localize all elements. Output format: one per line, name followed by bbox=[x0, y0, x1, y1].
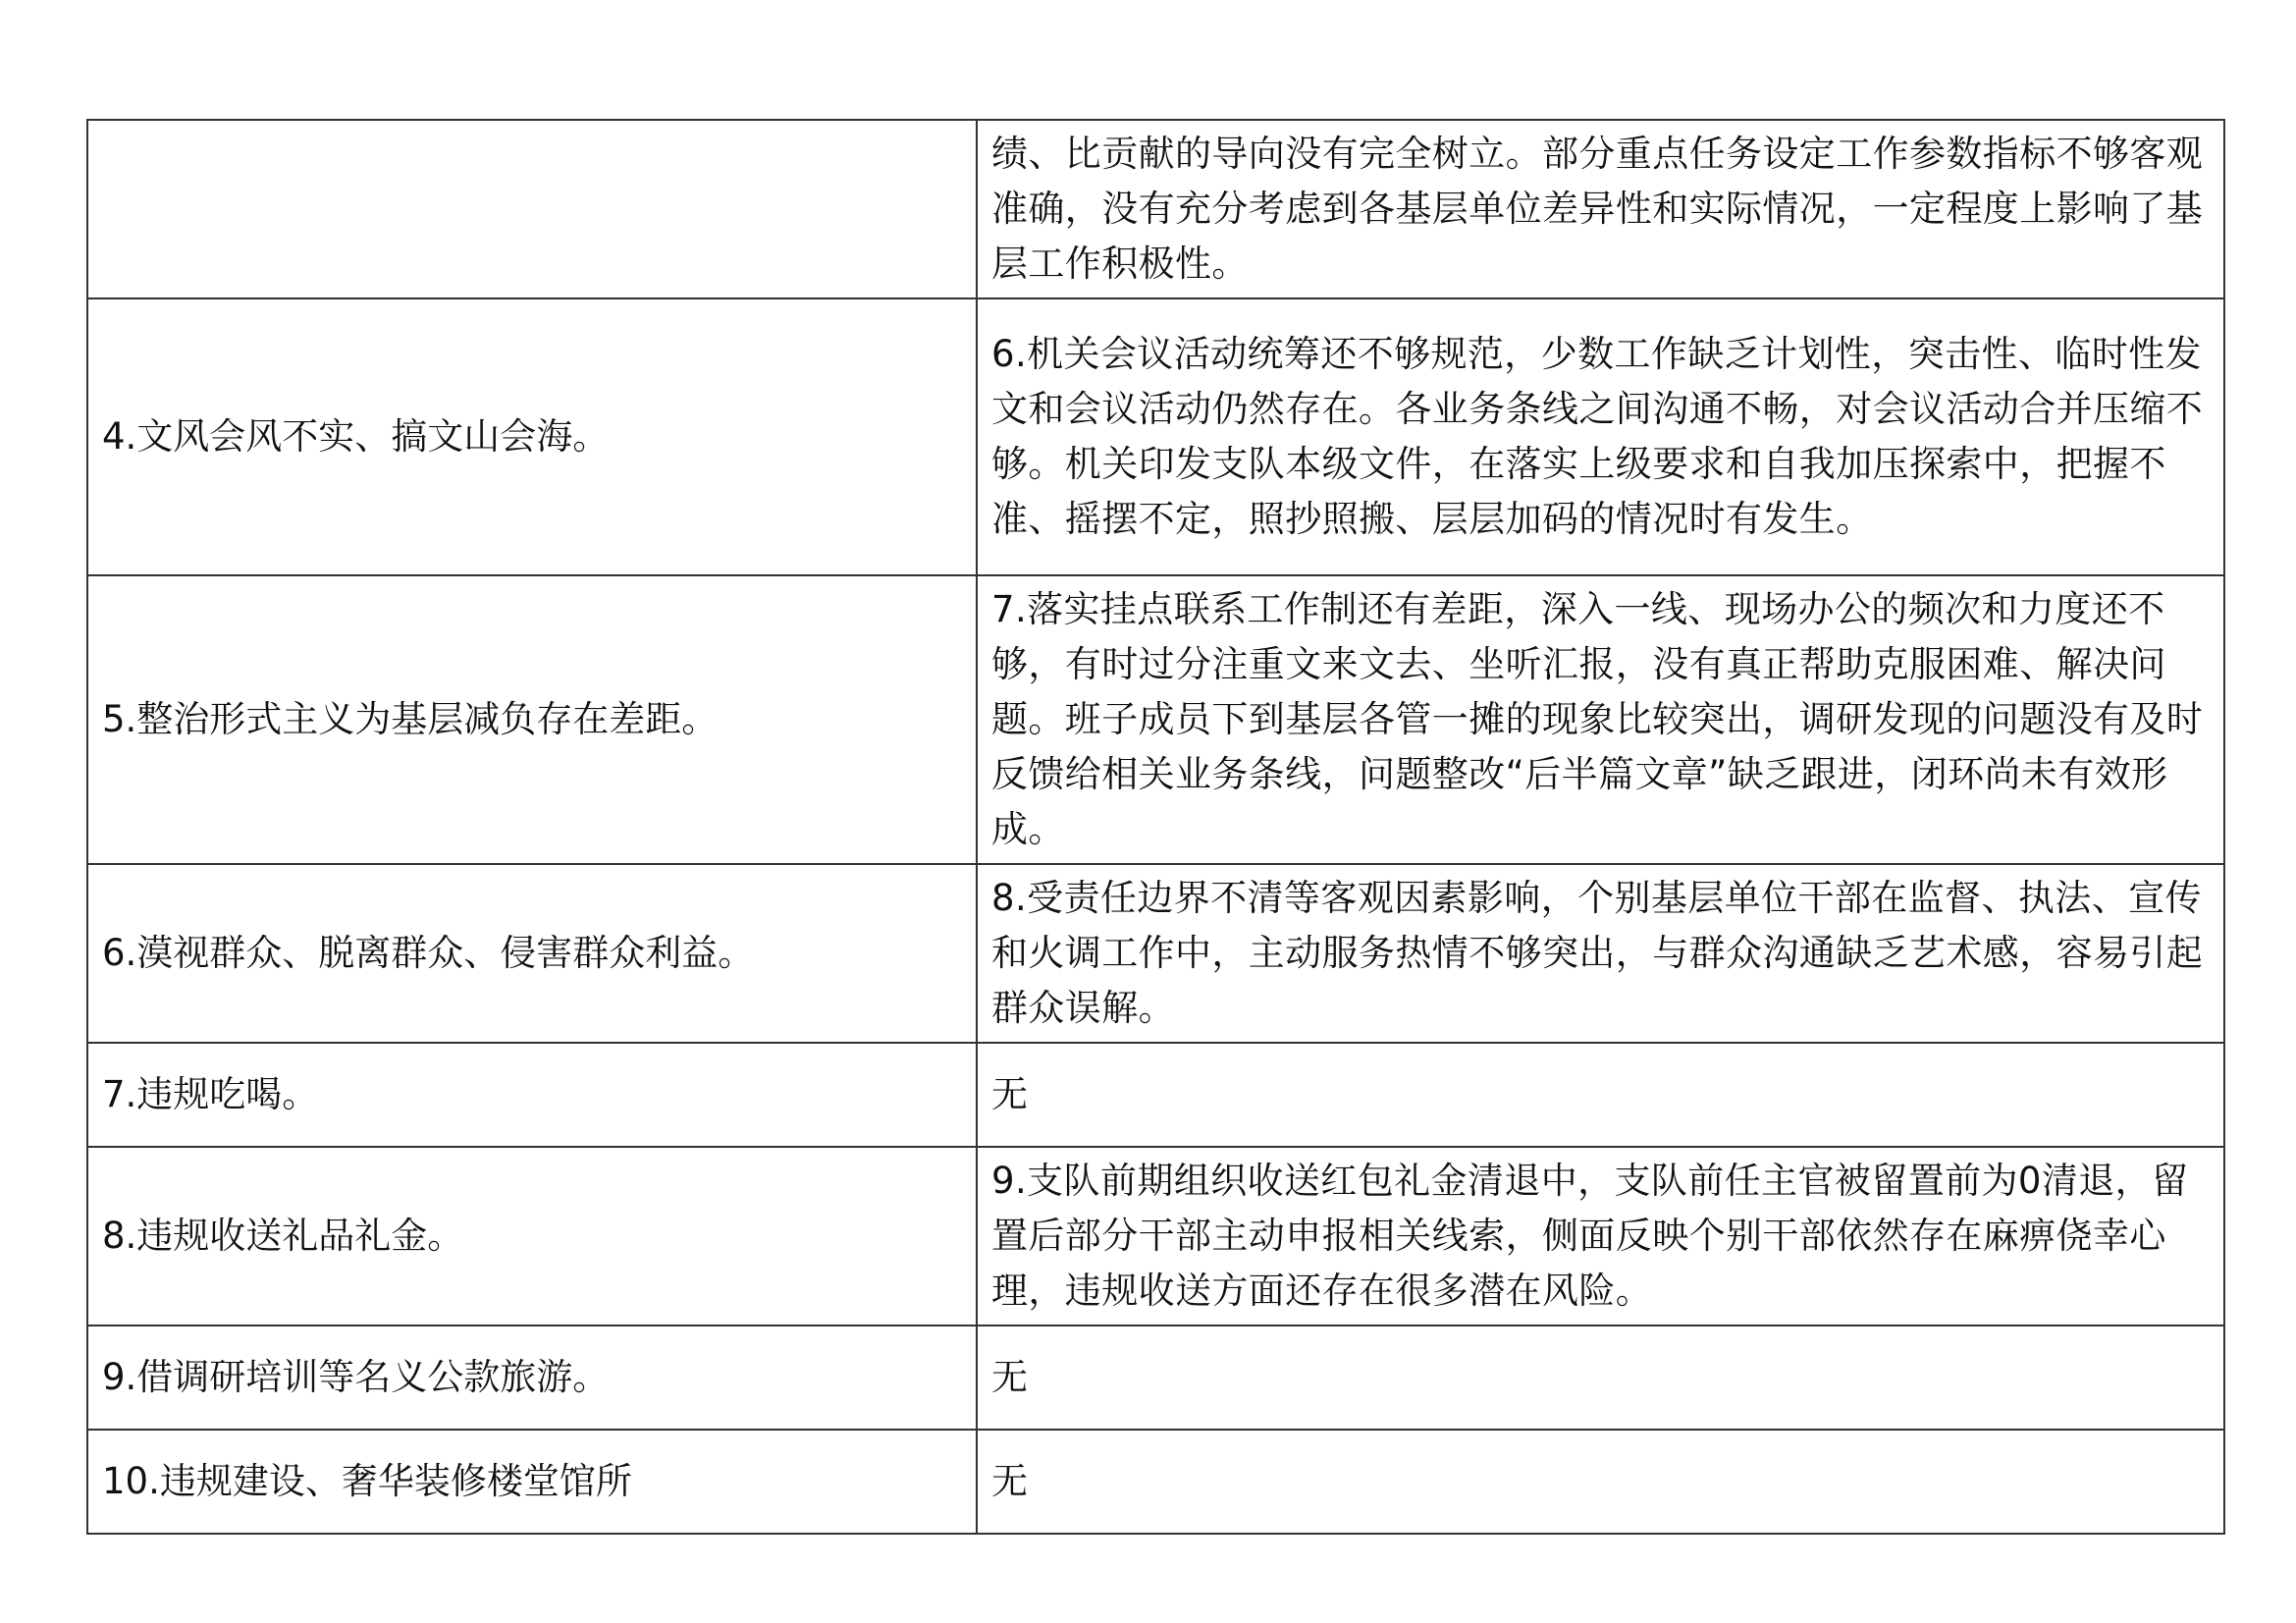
table-row bbox=[87, 1325, 2224, 1430]
issue-detail-cell: 绩、比贡献的导向没有完全树立。部分重点任务设定工作参数指标不够客观准确，没有充分考虑到各基层单位差异性和实际情况，一定程度上影响了基层工作积极性。 bbox=[977, 120, 2224, 298]
table-row bbox=[87, 1147, 2224, 1325]
issue-category-cell: 5.整治形式主义为基层减负存在差距。 bbox=[87, 575, 977, 864]
table-row bbox=[87, 120, 2224, 298]
issue-category-cell bbox=[87, 120, 977, 298]
table-row bbox=[87, 1043, 2224, 1147]
table-row bbox=[87, 575, 2224, 864]
issue-detail-cell: 无 bbox=[977, 1325, 2224, 1430]
issue-category-cell: 6.漠视群众、脱离群众、侵害群众利益。 bbox=[87, 864, 977, 1043]
issue-detail-cell: 7.落实挂点联系工作制还有差距，深入一线、现场办公的频次和力度还不够，有时过分注重文来文去、坐听汇报，没有真正帮助克服困难、解决问题。班子成员下到基层各管一摊的现象比较突出，调研发现的问题没有及时反馈给相关业务条线，问题整改“后半篇文章”缺乏跟进，闭环尚未有效形成。 bbox=[977, 575, 2224, 864]
issue-category-cell: 7.违规吃喝。 bbox=[87, 1043, 977, 1147]
issue-category-cell: 8.违规收送礼品礼金。 bbox=[87, 1147, 977, 1325]
issue-detail-cell: 无 bbox=[977, 1043, 2224, 1147]
table-row bbox=[87, 1430, 2224, 1534]
issue-category-cell: 9.借调研培训等名义公款旅游。 bbox=[87, 1325, 977, 1430]
issue-category-cell: 4.文风会风不实、搞文山会海。 bbox=[87, 298, 977, 575]
table-row bbox=[87, 298, 2224, 575]
issue-detail-cell: 9.支队前期组织收送红包礼金清退中，支队前任主官被留置前为0清退，留置后部分干部主动申报相关线索，侧面反映个别干部依然存在麻痹侥幸心理，违规收送方面还存在很多潜在风险。 bbox=[977, 1147, 2224, 1325]
issue-detail-cell: 无 bbox=[977, 1430, 2224, 1534]
issue-detail-cell: 8.受责任边界不清等客观因素影响，个别基层单位干部在监督、执法、宣传和火调工作中，主动服务热情不够突出，与群众沟通缺乏艺术感，容易引起群众误解。 bbox=[977, 864, 2224, 1043]
issue-category-cell: 10.违规建设、奢华装修楼堂馆所 bbox=[87, 1430, 977, 1534]
table-row bbox=[87, 864, 2224, 1043]
issues-table bbox=[86, 119, 2225, 1535]
issue-detail-cell: 6.机关会议活动统筹还不够规范，少数工作缺乏计划性，突击性、临时性发文和会议活动仍然存在。各业务条线之间沟通不畅，对会议活动合并压缩不够。机关印发支队本级文件，在落实上级要求和自我加压探索中，把握不准、摇摆不定，照抄照搬、层层加码的情况时有发生。 bbox=[977, 298, 2224, 575]
